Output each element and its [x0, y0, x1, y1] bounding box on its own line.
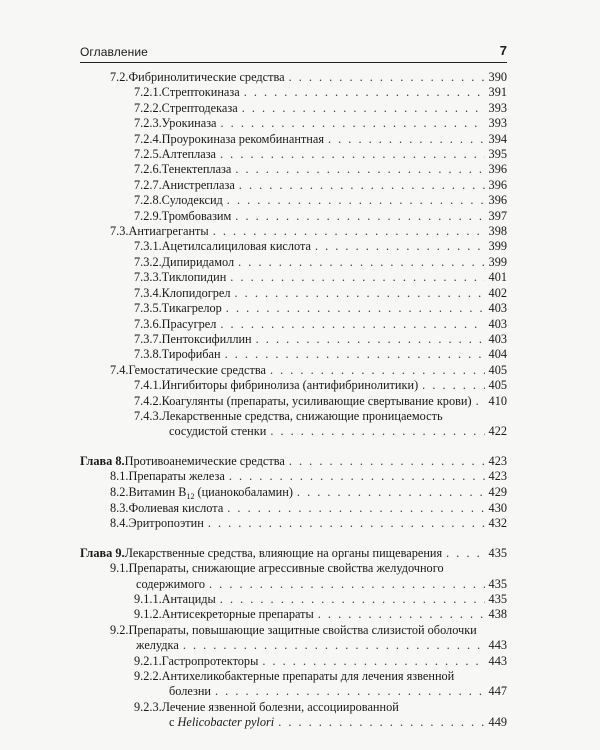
toc-page-number: 390: [488, 70, 507, 84]
toc-page-number: 391: [488, 85, 507, 100]
leader-dots: [328, 132, 485, 147]
toc-entry-line: [134, 255, 507, 270]
toc-page-number: 402: [488, 285, 507, 300]
toc-entry-number: 7.3.1.: [134, 239, 162, 254]
toc-page-number: 438: [488, 607, 507, 622]
leader-dots: [235, 209, 484, 224]
toc-entry[interactable]: [80, 409, 507, 440]
continuation-italic: Helicobacter pylori: [177, 715, 275, 730]
toc-entry-title: [162, 332, 252, 347]
toc-entry-title-text: Стрептокиназа: [161, 85, 240, 100]
toc-entry-line: [134, 209, 507, 224]
toc-entry[interactable]: [80, 501, 507, 516]
leader-dots: [242, 101, 485, 116]
toc-entry[interactable]: [80, 193, 507, 208]
toc-entry[interactable]: [80, 485, 507, 501]
toc-page-number: 398: [488, 224, 507, 239]
table-of-contents: [80, 70, 507, 731]
running-header: [80, 44, 507, 63]
toc-entry-line: [134, 409, 507, 424]
leader-dots: [229, 469, 485, 484]
toc-entry-title: [128, 469, 224, 484]
toc-page-number: 397: [488, 208, 507, 223]
toc-entry-number: 7.2.1.: [134, 85, 162, 100]
toc-entry-title: [162, 132, 324, 147]
toc-entry-number: 9.2.1.: [134, 653, 162, 668]
toc-entry-number: 9.2.2.: [134, 669, 162, 684]
toc-entry[interactable]: [80, 654, 507, 669]
toc-entry[interactable]: [80, 363, 507, 378]
toc-entry-title: [128, 485, 292, 501]
leader-dots: [262, 654, 484, 669]
toc-entry-line: [134, 654, 507, 669]
toc-page-number: 403: [488, 331, 507, 346]
toc-entry-title-text: Противоанемические средства: [124, 453, 285, 468]
toc-entry-title-text: Фибринолитические средства: [128, 70, 285, 84]
toc-entry-title: [162, 209, 232, 224]
toc-entry[interactable]: [80, 162, 507, 177]
leader-dots: [215, 684, 485, 699]
toc-entry-line: [134, 85, 507, 100]
toc-entry-number: 7.2.5.: [134, 147, 162, 162]
toc-entry-number: 8.1.: [110, 469, 129, 484]
toc-entry-line: [134, 700, 507, 715]
toc-entry-number: 7.3.7.: [134, 331, 162, 346]
toc-entry[interactable]: [80, 623, 507, 654]
toc-entry[interactable]: [80, 255, 507, 270]
toc-entry-title-text: Гемостатические средства: [128, 362, 266, 377]
page-number: 7: [499, 43, 507, 58]
toc-entry-title-text: Антисекреторные препараты: [161, 607, 314, 622]
leader-dots: [183, 638, 485, 653]
leader-dots: [318, 607, 485, 622]
toc-entry-line: [134, 239, 507, 254]
leader-dots: [289, 454, 485, 469]
toc-page-number: 396: [488, 193, 507, 208]
toc-entry-title: [162, 193, 223, 208]
leader-dots: [220, 592, 485, 607]
continuation-text: желудка: [136, 638, 179, 653]
toc-entry-number: 8.2.: [110, 484, 129, 499]
toc-entry-title-text: Препараты, снижающие агрессивные свойства желудочного: [128, 561, 444, 576]
toc-page-number: 405: [488, 362, 507, 377]
leader-dots: [289, 70, 485, 85]
toc-entry-line: [134, 592, 507, 607]
toc-entry-title-text: Ингибиторы фибринолиза (антифибринолитики): [161, 378, 419, 393]
toc-entry-number: 9.1.: [110, 561, 129, 576]
leader-dots: [256, 332, 485, 347]
toc-entry[interactable]: [80, 332, 507, 347]
toc-entry-title: [162, 101, 238, 116]
toc-entry-title: [128, 70, 284, 85]
toc-entry-line: [134, 669, 507, 684]
toc-entry-line: [134, 270, 507, 285]
toc-entry-continuation: [169, 715, 274, 730]
toc-entry-title-text: Лечение язвенной болезни, ассоциированной: [161, 699, 399, 714]
header-title: Оглавление: [80, 45, 148, 59]
toc-page-number: 435: [488, 576, 507, 591]
toc-entry-line-continued: [134, 424, 507, 439]
toc-entry-title-text: Пентоксифиллин: [161, 331, 252, 346]
toc-entry-title-text: Дипиридамол: [161, 254, 235, 269]
leader-dots: [315, 239, 485, 254]
toc-entry-number: 7.2.: [110, 70, 129, 84]
toc-entry-title-text: Тромбовазим: [161, 208, 232, 223]
toc-page-number: 404: [488, 347, 507, 362]
toc-entry[interactable]: [80, 132, 507, 147]
toc-entry-title-text: Прасугрел: [161, 316, 217, 331]
toc-entry-number: 7.2.8.: [134, 193, 162, 208]
toc-entry-title: [125, 454, 285, 469]
toc-entry[interactable]: [80, 592, 507, 607]
toc-entry-line: [134, 394, 507, 409]
toc-entry[interactable]: [80, 607, 507, 622]
toc-entry[interactable]: [80, 116, 507, 131]
toc-entry-line: [110, 363, 507, 378]
toc-entry-title-text: Тиклопидин: [161, 270, 227, 285]
toc-entry-line: [110, 485, 507, 501]
toc-page-number: 435: [488, 592, 507, 606]
toc-page-number: 432: [488, 516, 507, 531]
toc-entry-title-text: Анистреплаза: [161, 177, 235, 192]
toc-entry-number: 7.2.3.: [134, 116, 162, 131]
toc-entry-title-text: Коагулянты (препараты, усиливающие свертывание крови): [161, 393, 472, 408]
toc-entry-line: [110, 561, 507, 576]
toc-entry-title: [162, 239, 311, 254]
toc-entry-line: [80, 546, 507, 561]
toc-page-number: 394: [488, 131, 507, 146]
toc-entry-number: 7.3.8.: [134, 347, 162, 362]
toc-entry-title: [162, 317, 217, 332]
toc-entry-number: 8.3.: [110, 500, 129, 515]
toc-entry-title-text: Ацетилсалициловая кислота: [161, 239, 311, 254]
toc-page-number: 403: [488, 301, 507, 316]
toc-page-number: 396: [488, 162, 507, 177]
toc-entry-title: [128, 224, 208, 239]
toc-entry-line: [134, 116, 507, 131]
leader-dots: [220, 317, 484, 332]
toc-entry-number: 9.2.: [110, 622, 129, 637]
toc-entry-line: [134, 162, 507, 177]
toc-entry-number: 7.2.4.: [134, 131, 162, 146]
toc-page-number: 423: [488, 453, 507, 468]
toc-entry-title: [162, 162, 232, 177]
toc-entry-number: 7.4.1.: [134, 378, 162, 393]
toc-page-number: 429: [488, 484, 507, 499]
leader-dots: [235, 286, 485, 301]
toc-entry-title-tail: (цианокобаламин): [194, 484, 293, 499]
toc-entry[interactable]: [80, 317, 507, 332]
leader-dots: [209, 577, 485, 592]
toc-entry-title-text: Тикагрелор: [161, 301, 222, 316]
toc-entry-line-continued: [134, 684, 507, 699]
toc-entry-title: [128, 516, 203, 531]
toc-page-number: 393: [488, 100, 507, 115]
leader-dots: [208, 516, 485, 531]
toc-entry-title-text: Клопидогрел: [161, 285, 231, 300]
toc-entry-line: [134, 178, 507, 193]
toc-entry-continuation: [169, 424, 266, 439]
toc-entry[interactable]: [80, 101, 507, 116]
toc-entry-title-text: Витамин B: [128, 484, 187, 499]
toc-page-number: 399: [488, 239, 507, 254]
toc-entry-continuation: [136, 638, 179, 653]
toc-entry-title: [162, 178, 235, 193]
toc-entry-line-continued: [110, 638, 507, 653]
toc-entry-number: 7.2.7.: [134, 177, 162, 192]
toc-entry-title: [162, 116, 217, 131]
toc-entry-title-text: Проурокиназа рекомбинантная: [161, 131, 324, 146]
toc-entry-title-text: Стрептодеказа: [161, 100, 238, 115]
toc-entry-number: 7.4.3.: [134, 408, 162, 423]
toc-entry-title-text: Тирофибан: [161, 347, 221, 362]
toc-entry[interactable]: [80, 301, 507, 316]
toc-entry-line: [134, 301, 507, 316]
leader-dots: [225, 347, 485, 362]
toc-entry-number: 7.4.: [110, 362, 129, 377]
toc-entry-number: 9.1.1.: [134, 592, 162, 606]
toc-page-number: 447: [488, 684, 507, 699]
toc-entry-number: 7.4.2.: [134, 393, 162, 408]
toc-entry[interactable]: [80, 239, 507, 254]
toc-entry[interactable]: [80, 347, 507, 362]
leader-dots: [220, 147, 485, 162]
toc-page-number: 423: [488, 469, 507, 484]
toc-entry-number: 8.4.: [110, 516, 129, 531]
toc-entry-title: [128, 623, 476, 638]
toc-entry-title: [128, 501, 223, 516]
toc-entry-number: 7.2.2.: [134, 100, 162, 115]
toc-entry[interactable]: [80, 70, 507, 85]
toc-entry-number: 9.2.3.: [134, 699, 162, 714]
toc-page-number: 399: [488, 254, 507, 269]
toc-entry-line: [134, 347, 507, 362]
leader-dots: [239, 178, 485, 193]
leader-dots: [221, 116, 485, 131]
continuation-text: сосудистой стенки: [169, 424, 267, 439]
toc-entry-line: [134, 147, 507, 162]
toc-entry-title-text: Алтеплаза: [161, 147, 217, 162]
toc-entry[interactable]: [80, 85, 507, 100]
toc-entry-continuation: [169, 684, 211, 699]
toc-entry-title-text: Лекарственные средства, влияющие на органы пищеварения: [124, 545, 443, 560]
toc-entry-title-text: Тенектеплаза: [161, 162, 232, 177]
toc-entry-line: [110, 70, 507, 85]
leader-dots: [476, 394, 485, 409]
toc-entry-title: [162, 378, 419, 393]
toc-entry-title-text: Фолиевая кислота: [128, 500, 224, 515]
toc-entry-title: [162, 85, 240, 100]
toc-entry-number: 7.3.4.: [134, 285, 162, 300]
toc-entry[interactable]: [80, 270, 507, 285]
toc-entry-number: 7.3.5.: [134, 301, 162, 316]
toc-entry-line: [110, 501, 507, 516]
toc-page-number: 396: [488, 177, 507, 192]
leader-dots: [270, 424, 484, 439]
toc-entry[interactable]: [80, 469, 507, 484]
toc-entry[interactable]: [80, 178, 507, 193]
toc-entry-number: Глава 8.: [80, 453, 125, 468]
toc-entry[interactable]: [80, 561, 507, 592]
leader-dots: [227, 193, 485, 208]
toc-entry-title-text: Гастропротекторы: [161, 653, 259, 668]
toc-entry-title: [162, 286, 231, 301]
leader-dots: [226, 301, 485, 316]
toc-entry[interactable]: [80, 378, 507, 393]
toc-entry-title-text: Антихеликобактерные препараты для лечения язвенной: [161, 669, 455, 684]
toc-entry-title: [162, 592, 216, 607]
toc-entry-title-text: Препараты, повышающие защитные свойства слизистой оболочки: [128, 622, 477, 637]
toc-entry-line: [80, 454, 507, 469]
toc-page-number: 395: [488, 147, 507, 162]
toc-page-number: 403: [488, 316, 507, 331]
toc-entry-title: [162, 669, 455, 684]
toc-entry-line-continued: [134, 715, 507, 730]
toc-page-number: 410: [488, 393, 507, 408]
toc-entry-title: [162, 347, 221, 362]
toc-entry[interactable]: [80, 700, 507, 731]
toc-page-number: 393: [488, 116, 507, 131]
toc-entry-line: [110, 516, 507, 531]
toc-page-number: 449: [488, 715, 507, 730]
toc-entry[interactable]: [80, 209, 507, 224]
toc-entry-title: [162, 147, 216, 162]
leader-dots: [278, 715, 484, 730]
toc-entry-title: [162, 255, 234, 270]
toc-entry-title-text: Препараты железа: [128, 469, 225, 484]
toc-page-number: 405: [488, 378, 507, 393]
toc-page-number: 443: [488, 638, 507, 653]
leader-dots: [213, 224, 485, 239]
toc-entry-title-text: Антиагреганты: [128, 224, 209, 239]
toc-entry[interactable]: [80, 516, 507, 531]
toc-entry[interactable]: [80, 669, 507, 700]
toc-page-number: 443: [488, 653, 507, 668]
toc-entry-title: [128, 363, 266, 378]
toc-entry-line: [134, 101, 507, 116]
toc-entry-line: [110, 623, 507, 638]
toc-entry-title: [162, 700, 399, 715]
toc-entry-title: [162, 270, 227, 285]
toc-entry-number: 7.3.: [110, 224, 129, 239]
toc-entry-line: [134, 607, 507, 622]
toc-entry-line-continued: [110, 577, 507, 592]
toc-page-number: 422: [488, 424, 507, 439]
leader-dots: [422, 378, 484, 393]
toc-entry-line: [134, 286, 507, 301]
toc-entry-title: [125, 546, 443, 561]
toc-entry[interactable]: [80, 147, 507, 162]
toc-entry-line: [134, 132, 507, 147]
toc-entry-title-text: Урокиназа: [161, 116, 217, 131]
toc-entry-number: 7.3.6.: [134, 316, 162, 331]
leader-dots: [238, 255, 484, 270]
subscript: 12: [186, 491, 195, 501]
leader-dots: [227, 501, 484, 516]
toc-entry-line: [110, 469, 507, 484]
toc-entry-title-text: Эритропоэтин: [128, 516, 204, 531]
toc-chapter-entry[interactable]: [80, 546, 507, 561]
toc-entry-number: 7.2.6.: [134, 162, 162, 177]
toc-entry-number: 7.2.9.: [134, 208, 162, 223]
leader-dots: [230, 270, 484, 285]
toc-entry[interactable]: [80, 224, 507, 239]
toc-entry-line: [134, 317, 507, 332]
toc-entry-line: [134, 193, 507, 208]
leader-dots: [244, 85, 485, 100]
continuation-text: с: [169, 715, 178, 730]
toc-entry-line: [134, 332, 507, 347]
toc-entry-number: 9.1.2.: [134, 607, 162, 622]
toc-entry-title: [162, 654, 259, 669]
toc-entry-continuation: [136, 577, 205, 592]
toc-entry-title-text: Сулодексид: [161, 193, 223, 208]
toc-entry-title: [162, 409, 443, 424]
toc-entry-title: [162, 607, 314, 622]
continuation-text: болезни: [169, 684, 212, 699]
toc-entry-line: [134, 378, 507, 393]
toc-chapter-entry[interactable]: [80, 454, 507, 469]
leader-dots: [270, 363, 485, 378]
toc-page-number: 430: [488, 500, 507, 515]
toc-entry-line: [110, 224, 507, 239]
toc-entry[interactable]: [80, 394, 507, 409]
toc-page-number: 401: [488, 270, 507, 285]
toc-entry-title-text: Лекарственные средства, снижающие проницаемость: [161, 408, 443, 423]
leader-dots: [446, 546, 484, 561]
toc-entry[interactable]: [80, 286, 507, 301]
toc-entry-number: Глава 9.: [80, 545, 125, 560]
toc-page-number: 435: [488, 545, 507, 560]
toc-entry-title-text: Антациды: [161, 592, 216, 606]
toc-entry-title: [162, 394, 472, 409]
toc-entry-number: 7.3.3.: [134, 270, 162, 285]
toc-entry-number: 7.3.2.: [134, 254, 162, 269]
continuation-text: содержимого: [136, 576, 206, 591]
leader-dots: [235, 162, 484, 177]
leader-dots: [297, 485, 485, 500]
toc-entry-title: [162, 301, 222, 316]
toc-entry-title: [128, 561, 443, 576]
